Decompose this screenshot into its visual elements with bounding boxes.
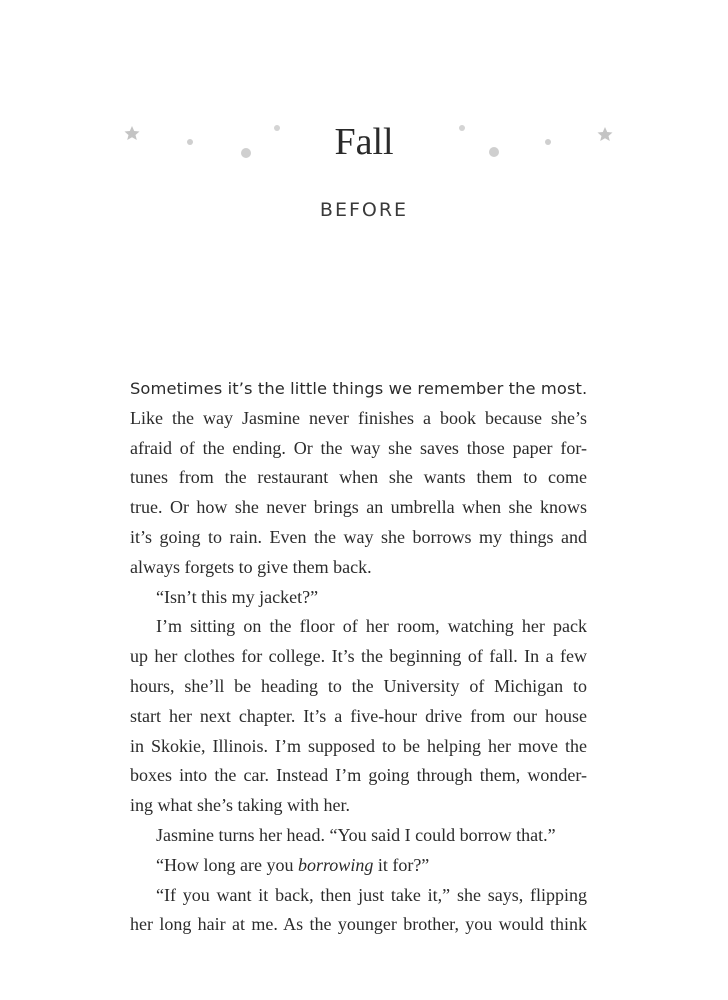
text-line: ing what she’s taking with her.	[130, 795, 350, 816]
text-line: in Skokie, Illinois. I’m supposed to be helping her move the	[130, 735, 587, 756]
text-line: Like the way Jasmine never finishes a book because she’s	[130, 407, 587, 428]
text-line: true. Or how she never brings an umbrella when she knows	[130, 497, 587, 518]
text-line: tunes from the restaurant when she wants them to come	[130, 467, 587, 488]
text-line: hours, she’ll be heading to the University of Michigan to	[130, 675, 587, 696]
chapter-title: Fall	[334, 121, 394, 163]
chapter-body	[130, 374, 587, 940]
text-line: I’m sitting on the floor of her room, watching her pack	[156, 616, 587, 637]
text-fragment: it for?”	[373, 854, 430, 875]
text-line: “If you want it back, then just take it,” she says, flipping	[156, 884, 587, 905]
text-line: it’s going to rain. Even the way she borrows my things and	[130, 526, 587, 547]
text-fragment: “How long are you	[156, 854, 298, 875]
text-line: her long hair at me. As the younger brother, you would think	[130, 914, 587, 935]
text-line: Jasmine turns her head. “You said I could borrow that.”	[156, 824, 556, 845]
chapter-subtitle: BEFORE	[319, 199, 409, 221]
text-line: Sometimes it’s the little things we remember the most.	[130, 379, 588, 398]
emphasis-text: borrowing	[297, 854, 374, 875]
text-line: “Isn’t this my jacket?”	[156, 586, 319, 607]
text-line	[130, 851, 587, 881]
text-line: up her clothes for college. It’s the beginning of fall. In a few	[130, 646, 587, 667]
text-line: afraid of the ending. Or the way she saves those paper for-	[130, 437, 587, 458]
text-line: start her next chapter. It’s a five-hour drive from our house	[130, 705, 587, 726]
text-line: always forgets to give them back.	[130, 556, 372, 577]
text-line: boxes into the car. Instead I’m going through them, wonder-	[130, 765, 587, 786]
